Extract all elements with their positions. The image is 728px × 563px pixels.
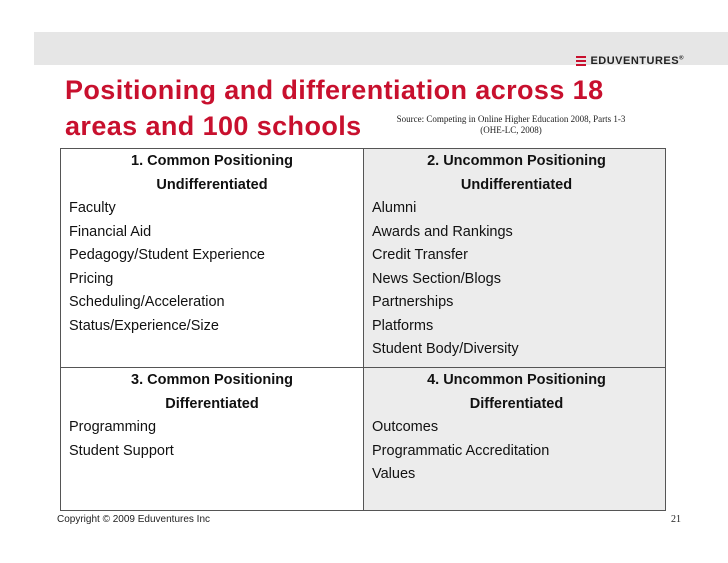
- quadrant-heading-line2: Undifferentiated: [460, 177, 573, 193]
- list-item: Outcomes: [372, 419, 439, 435]
- list-item: Pedagogy/Student Experience: [69, 247, 265, 263]
- quadrant-2: [364, 149, 665, 368]
- quadrant-heading-line1: 2. Uncommon Positioning: [427, 153, 606, 169]
- quadrant-list: [372, 197, 665, 362]
- quadrant-heading-line2: Undifferentiated: [156, 177, 268, 193]
- logo-stripes-icon: [576, 56, 586, 66]
- list-item: Values: [372, 466, 416, 482]
- quadrant-heading: [372, 368, 665, 416]
- quadrant-heading-line1: 3. Common Positioning: [131, 372, 293, 388]
- slide-title-line2: areas and 100 schools: [65, 111, 362, 141]
- logo-text: EDUVENTURES: [590, 55, 680, 67]
- list-item: Financial Aid: [69, 223, 152, 240]
- source-note: [380, 114, 642, 136]
- quadrant-list: [69, 197, 363, 338]
- list-item: Programmatic Accreditation: [372, 442, 550, 459]
- list-item: Student Support: [69, 442, 174, 459]
- quadrant-heading-line2: Differentiated: [469, 396, 564, 412]
- list-item: Programming: [69, 419, 157, 435]
- quadrant-list: [372, 416, 665, 487]
- source-line2: (OHE-LC, 2008): [480, 125, 542, 135]
- list-item: Scheduling/Acceleration: [69, 294, 225, 310]
- quadrant-4: [364, 368, 665, 510]
- copyright-text: Copyright © 2009 Eduventures Inc: [57, 514, 211, 525]
- quadrant-heading: [69, 149, 363, 197]
- list-item: Student Body/Diversity: [372, 341, 519, 357]
- list-item: Alumni: [372, 200, 417, 216]
- list-item: Awards and Rankings: [372, 223, 513, 240]
- quadrant-heading: [372, 149, 665, 197]
- list-item: Status/Experience/Size: [69, 317, 219, 334]
- quadrant-1: [61, 149, 364, 368]
- list-item: Faculty: [69, 200, 116, 216]
- quadrant-list: [69, 416, 363, 463]
- list-item: Pricing: [69, 270, 114, 287]
- list-item: Credit Transfer: [372, 247, 468, 263]
- page-number: 21: [671, 514, 681, 525]
- slide-title-line1: Positioning and differentiation across 18: [65, 75, 604, 105]
- positioning-matrix: [60, 148, 666, 511]
- list-item: Platforms: [372, 317, 434, 334]
- list-item: Partnerships: [372, 294, 454, 310]
- quadrant-heading: [69, 368, 363, 416]
- quadrant-3: [61, 368, 364, 510]
- source-line1: Source: Competing in Online Higher Education 2008, Parts 1-3: [396, 114, 626, 124]
- logo-trademark: ®: [679, 55, 684, 62]
- quadrant-heading-line1: 4. Uncommon Positioning: [427, 372, 606, 388]
- list-item: News Section/Blogs: [372, 270, 501, 287]
- quadrant-heading-line2: Differentiated: [165, 396, 259, 412]
- eduventures-logo: [576, 54, 684, 68]
- quadrant-heading-line1: 1. Common Positioning: [131, 153, 293, 169]
